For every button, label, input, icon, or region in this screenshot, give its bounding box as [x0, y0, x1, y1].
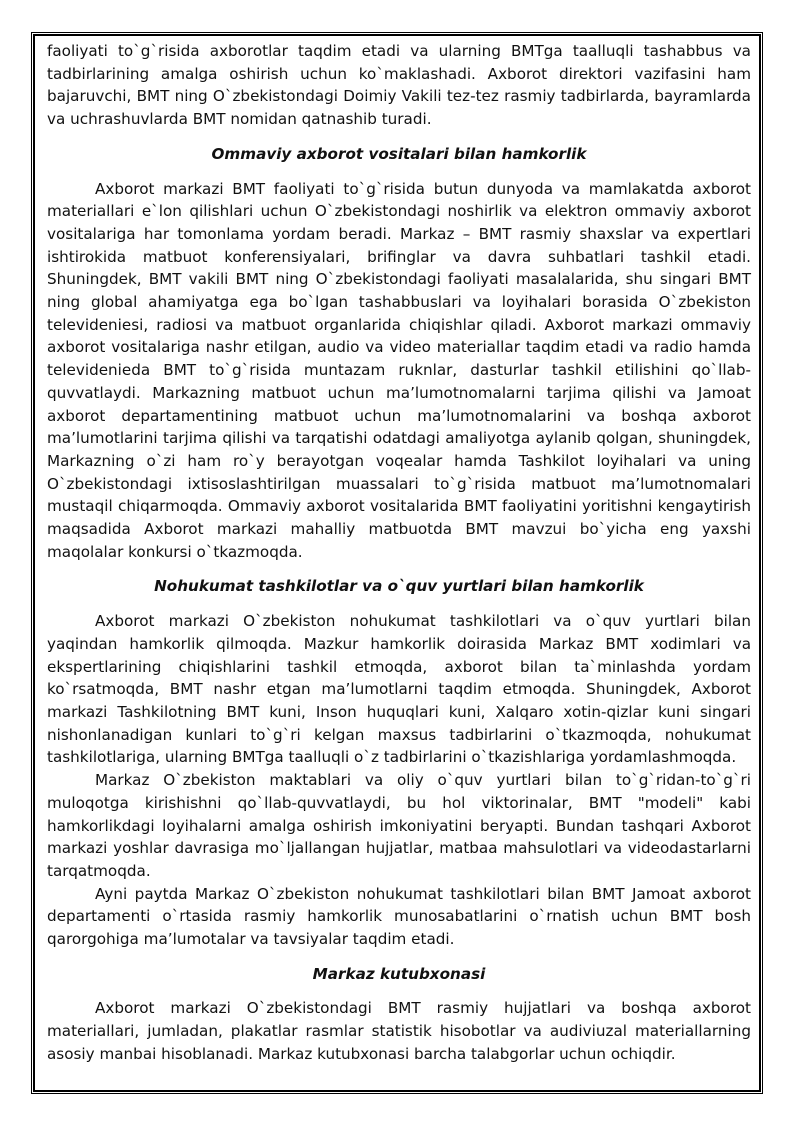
- section-heading-ngo: Nohukumat tashkilotlar va o`quv yurtlari bilan hamkorlik: [154, 577, 644, 596]
- section-paragraph: Axborot markazi O`zbekistondagi BMT rasmiy hujjatlari va boshqa axborot materiallari, jumladan, plakatlar rasmlar statistik hisobotlar va audiviuzal materiallarning asosiy manbai hisoblanadi. Markaz kutubxonasi barcha talabgorlar uchun ochiqdir.: [47, 999, 751, 1063]
- section-paragraph: Axborot markazi BMT faoliyati to`g`risida butun dunyoda va mamlakatda axborot materiallari e`lon qilishlari uchun O`zbekistondagi noshirlik va elektron ommaviy axborot vositalariga har tomonlama yordam beradi. Markaz – BMT rasmiy shaxslar va expertlari ishtirokida matbuot konferensiyalari, brifinglar va davra suhbatlari tashkil etadi. Shuningdek, BMT vakili BMT ning O`zbekistondagi faoliyati masalalarida, shu singari BMT ning global ahamiyatga ega bo`lgan tashabbuslari va loyihalari borasida O`zbekiston televideniesi, radiosi va matbuot organlarida chiqishlar qiladi. Axborot markazi ommaviy axborot vositalariga nashr etilgan, audio va video materiallar taqdim etadi va radio hamda televidenieda BMT to`g`risida muntazam ruknlar, dasturlar tashkil etilishini qo`llab-quvvatlaydi. Markazning matbuot uchun ma’lumotnomalarni tarjima qilishi va Jamoat axborot departamentining matbuot uchun ma’lumotnomalarini va boshqa axborot ma’lumotlarini tarjima qilishi va tarqatishi odatdagi amaliyotga aylanib qolgan, shuningdek, Markazning o`zi ham ro`y berayotgan voqealar hamda Tashkilot loyihalari va uning O`zbekistondagi ixtisoslashtirilgan muassalari to`g`risida matbuot ma’lumotnomalari mustaqil chiqarmoqda. Ommaviy axborot vositalarida BMT faoliyatini yoritishni kengaytirish maqsadida Axborot markazi mahalliy matbuotda BMT mavzui bo`yicha eng yaxshi maqolalar konkursi o`tkazmoqda.: [47, 179, 751, 561]
- section-heading-library: Markaz kutubxonasi: [312, 964, 486, 983]
- section-paragraph: Ayni paytda Markaz O`zbekiston nohukumat tashkilotlari bilan BMT Jamoat axborot departamenti o`rtasida rasmiy hamkorlik munosabatlarini o`rnatish uchun BMT bosh qarorgohiga ma’lumotalar va tavsiyalar taqdim etadi.: [47, 884, 751, 949]
- section-paragraph: Markaz O`zbekiston maktablari va oliy o`quv yurtlari bilan to`g`ridan-to`g`ri muloqotga kirishishni qo`llab-quvvatlaydi, bu hol viktorinalar, BMT "modeli" kabi hamkorlikdagi loyihalarni amalga oshirish imkoniyatini beryapti. Bundan tashqari Axborot markazi yoshlar davrasiga mo`ljallangan hujjatlar, matbaa mahsulotlari va videodastarlarni tarqatmoqda.: [47, 771, 751, 880]
- section-paragraph: Axborot markazi O`zbekiston nohukumat tashkilotlari va o`quv yurtlari bilan yaqindan hamkorlik qilmoqda. Mazkur hamkorlik doirasida Markaz BMT xodimlari va ekspertlarining chiqishlarini tashkil etmoqda, axborot bilan ta`minlashda yordam ko`rsatmoqda, BMT nashr etgan ma’lumotlarni taqdim etmoqda. Shuningdek, Axborot markazi Tashkilotning BMT kuni, Inson huquqlari kuni, Xalqaro xotin-qizlar kuni singari nishonlanadigan kunlari to`g`ri kelgan maxsus tadbirlarini o`tkazmoqda, nohukumat tashkilotlariga, ularning BMTga taalluqli o`z tadbirlarini o`tkazishlariga yordamlashmoqda.: [47, 612, 751, 767]
- document-body: [47, 40, 751, 1066]
- intro-paragraph: faoliyati to`g`risida axborotlar taqdim etadi va ularning BMTga taalluqli tashabbus va tadbirlarining amalga oshirish uchun ko`maklashadi. Axborot direktori vazifasini ham bajaruvchi, BMT ning O`zbekistondagi Doimiy Vakili tez-tez rasmiy tadbirlarda, bayramlarda va uchrashuvlarda BMT nomidan qatnashib turadi.: [47, 42, 751, 129]
- section-heading-media: Ommaviy axborot vositalari bilan hamkorlik: [211, 144, 587, 163]
